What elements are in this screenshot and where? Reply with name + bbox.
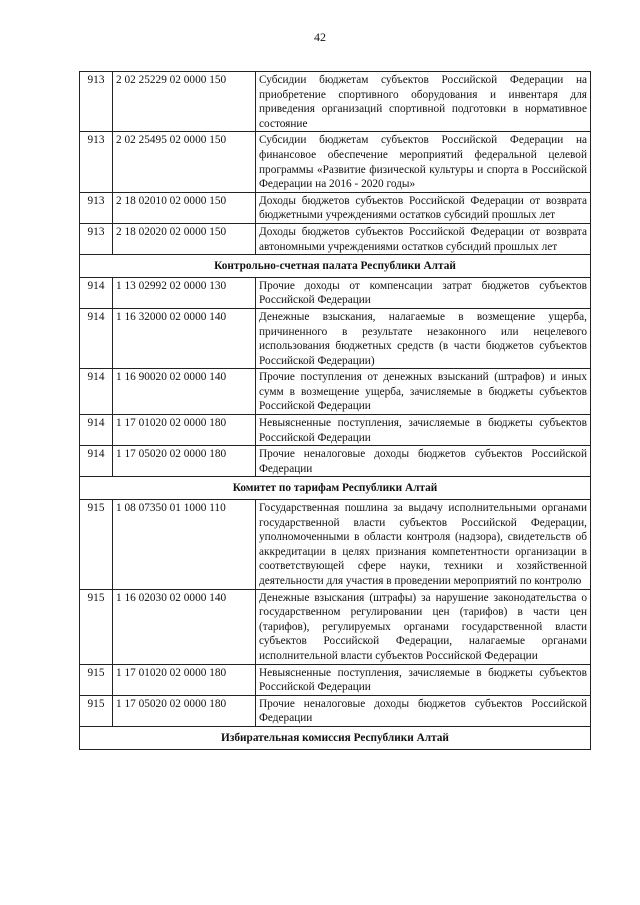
income-description-cell: Невыясненные поступления, зачисляемые в бюджеты субъектов Российской Федерации [256,415,591,446]
budget-code-cell: 2 02 25495 02 0000 150 [113,132,256,192]
income-description-cell: Прочие поступления от денежных взысканий (штрафов) и иных сумм в возмещение ущерба, зачисляемые в бюджеты субъектов Российской Федерации [256,369,591,415]
admin-code-cell: 915 [80,500,113,590]
income-description-cell: Прочие неналоговые доходы бюджетов субъектов Российской Федерации [256,695,591,726]
admin-code-cell: 915 [80,664,113,695]
admin-code-cell: 914 [80,446,113,477]
admin-code-cell: 915 [80,589,113,664]
income-description-cell: Невыясненные поступления, зачисляемые в бюджеты субъектов Российской Федерации [256,664,591,695]
admin-code-cell: 914 [80,277,113,308]
table-row [80,192,591,223]
section-header-row [80,726,591,749]
table-row [80,500,591,590]
budget-code-cell: 1 08 07350 01 1000 110 [113,500,256,590]
table-body [80,72,591,750]
budget-code-cell: 1 17 01020 02 0000 180 [113,415,256,446]
table-row [80,589,591,664]
income-description-cell: Субсидии бюджетам субъектов Российской Федерации на приобретение спортивного оборудования и инвентаря для приведения организаций спортивной подготовки в нормативное состояние [256,72,591,132]
income-description-cell: Прочие доходы от компенсации затрат бюджетов субъектов Российской Федерации [256,277,591,308]
budget-code-cell: 1 16 32000 02 0000 140 [113,308,256,368]
table-row [80,369,591,415]
table-row [80,308,591,368]
budget-code-cell: 1 17 05020 02 0000 180 [113,446,256,477]
admin-code-cell: 913 [80,192,113,223]
table-row [80,446,591,477]
admin-code-cell: 914 [80,415,113,446]
budget-income-table [79,71,591,750]
table-row [80,277,591,308]
table-row [80,695,591,726]
admin-code-cell: 913 [80,223,113,254]
table-row [80,664,591,695]
admin-code-cell: 914 [80,308,113,368]
income-description-cell: Прочие неналоговые доходы бюджетов субъектов Российской Федерации [256,446,591,477]
admin-code-cell: 913 [80,132,113,192]
table-row [80,223,591,254]
page-number: 42 [314,30,326,44]
section-title: Избирательная комиссия Республики Алтай [80,726,591,749]
budget-code-cell: 2 02 25229 02 0000 150 [113,72,256,132]
admin-code-cell: 915 [80,695,113,726]
budget-code-cell: 1 16 90020 02 0000 140 [113,369,256,415]
budget-code-cell: 1 17 05020 02 0000 180 [113,695,256,726]
budget-code-cell: 2 18 02020 02 0000 150 [113,223,256,254]
budget-code-cell: 1 16 02030 02 0000 140 [113,589,256,664]
table-row [80,72,591,132]
table-row [80,132,591,192]
income-description-cell: Денежные взыскания (штрафы) за нарушение законодательства о государственном регулировании цен (тарифов) в части цен (тарифов), регулируемых органами государственной власти субъектов Российской Федерации, налагаемые органами исполнительной власти субъектов Российской Федерации [256,589,591,664]
income-description-cell: Доходы бюджетов субъектов Российской Федерации от возврата бюджетными учреждениями остатков субсидий прошлых лет [256,192,591,223]
income-description-cell: Денежные взыскания, налагаемые в возмещение ущерба, причиненного в результате незаконного или нецелевого использования бюджетных средств (в части бюджетов субъектов Российской Федерации) [256,308,591,368]
section-title: Комитет по тарифам Республики Алтай [80,477,591,500]
income-description-cell: Доходы бюджетов субъектов Российской Федерации от возврата автономными учреждениями остатков субсидий прошлых лет [256,223,591,254]
section-header-row [80,255,591,278]
section-title: Контрольно-счетная палата Республики Алтай [80,255,591,278]
table-row [80,415,591,446]
income-description-cell: Субсидии бюджетам субъектов Российской Федерации на финансовое обеспечение мероприятий федеральной целевой программы «Развитие физической культуры и спорта в Российской Федерации на 2016 - 2020 годы» [256,132,591,192]
admin-code-cell: 913 [80,72,113,132]
income-description-cell: Государственная пошлина за выдачу исполнительными органами государственной власти субъектов Российской Федерации, уполномоченными в области контроля (надзора), свидетельств об аккредитации в целях признания компетентности организации в соответствующей сфере науки, техники и хозяйственной деятельности для участия в проведении мероприятий по контролю [256,500,591,590]
budget-code-cell: 1 13 02992 02 0000 130 [113,277,256,308]
admin-code-cell: 914 [80,369,113,415]
budget-code-cell: 1 17 01020 02 0000 180 [113,664,256,695]
section-header-row [80,477,591,500]
budget-code-cell: 2 18 02010 02 0000 150 [113,192,256,223]
